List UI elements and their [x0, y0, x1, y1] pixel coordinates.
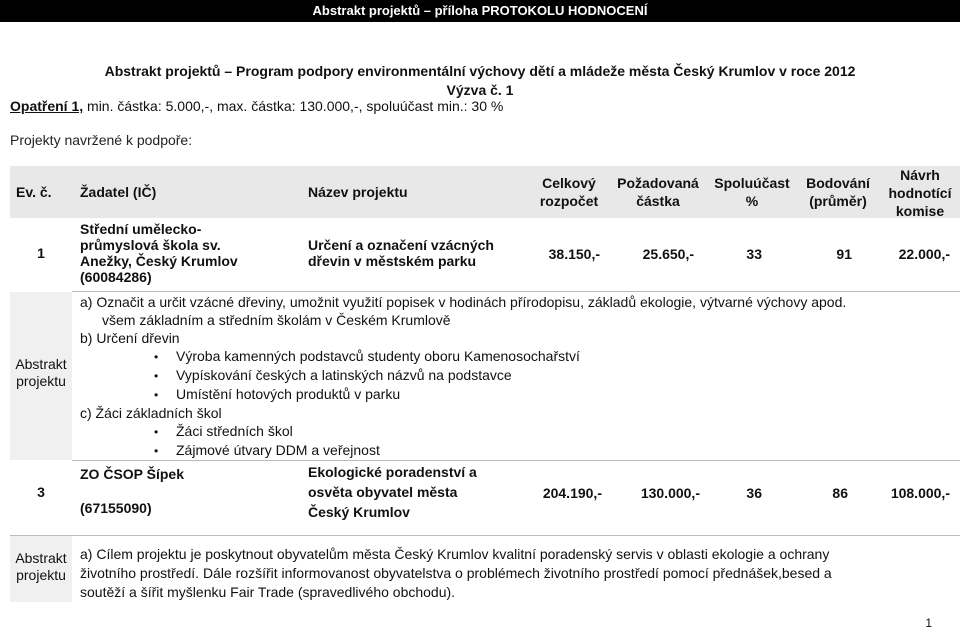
project-1-name-line1: Určení a označení vzácných — [308, 237, 494, 253]
project-3-applicant-line1: ZO ČSOP Šípek — [80, 466, 184, 482]
project-1-cofinancing: 33 — [746, 246, 762, 262]
header-requested — [612, 174, 704, 210]
document-banner: Abstrakt projektů – příloha PROTOKOLU HODNOCENÍ — [0, 0, 960, 22]
project-3-score: 86 — [832, 485, 848, 501]
header-budget-line2: rozpočet — [539, 193, 599, 209]
header-proposal-line2: hodnotící — [888, 185, 952, 201]
abstract-line: a) Cílem projektu je poskytnout obyvatelům města Český Krumlov kvalitní poradenský servis v oblasti ekologie a ochrany — [80, 546, 830, 562]
project-1-applicant-line1: Střední umělecko- — [80, 221, 202, 237]
project-3-abstract — [80, 545, 832, 602]
project-1-applicant — [80, 221, 238, 285]
header-cofinancing-line1: Spoluúčast — [714, 175, 790, 191]
header-proposal-line3: komise — [895, 203, 945, 219]
abstract-label-line2: projektu — [16, 567, 66, 583]
page-number: 1 — [925, 616, 932, 630]
header-project-name: Název projektu — [308, 184, 408, 200]
abstract-line: životního prostředí. Dále rozšířit informovanost obyvatelstva o problémech životního prostředí pomocí přednášek,besed a — [80, 565, 832, 581]
project-1-applicant-line4: (60084286) — [80, 269, 152, 285]
project-3-applicant — [80, 466, 184, 516]
document-title: Abstrakt projektů – Program podpory environmentální výchovy dětí a mládeže města Český Krumlov v roce 2012 — [104, 63, 856, 79]
header-score-line2: (průměr) — [809, 193, 867, 209]
abstract-b-item: • Výroba kamenných podstavců studenty oboru Kamenosochařství — [80, 347, 846, 366]
project-1-requested: 25.650,- — [642, 246, 694, 262]
project-3-name-line2: osvěta obyvatel města — [308, 484, 458, 500]
project-1-proposal: 22.000,- — [898, 246, 950, 262]
project-1-name-line2: dřevin v městském parku — [308, 253, 477, 269]
abstract-point-a-continuation: všem základním a středním školám v Českém Krumlově — [102, 312, 451, 328]
project-3-abstract-label — [10, 536, 72, 602]
opatreni-text: min. částka: 5.000,-, max. částka: 130.000,-, spoluúčast min.: 30 % — [87, 98, 504, 114]
header-cofinancing-line2: % — [745, 193, 759, 209]
abstract-b-item: • Vypískování českých a latinských názvů na podstavce — [80, 366, 846, 385]
header-requested-line2: částka — [636, 193, 680, 209]
header-ev: Ev. č. — [16, 184, 52, 200]
header-applicant: Žadatel (IČ) — [80, 184, 157, 200]
abstract-point-a: a) Označit a určit vzácné dřeviny, umožnit využití popisek v hodinách přírodopisu, základů ekologie, výtvarné výchovy apod. — [80, 294, 847, 310]
abstract-c-item: • Žáci středních škol — [80, 422, 846, 441]
row-divider — [72, 291, 960, 292]
header-score-line1: Bodování — [806, 175, 870, 191]
row-divider — [10, 535, 960, 536]
project-3-applicant-line2: (67155090) — [80, 500, 152, 516]
header-cofinancing — [708, 174, 796, 210]
project-1-abstract-label — [10, 292, 72, 460]
project-3-name-line3: Český Krumlov — [308, 504, 410, 520]
abstract-label-line1: Abstrakt — [15, 550, 67, 566]
document-subtitle: Výzva č. 1 — [446, 82, 514, 98]
project-3-budget: 204.190,- — [542, 485, 602, 501]
opatreni-line — [10, 98, 503, 114]
project-3-proposal: 108.000,- — [890, 485, 950, 501]
project-1-ev: 1 — [37, 245, 45, 261]
opatreni-label: Opatření 1, — [10, 98, 84, 114]
abstract-line: soutěží a šířit myšlenku Fair Trade (spravedlivého obchodu). — [80, 584, 456, 600]
abstract-b-item: • Umístění hotových produktů v parku — [80, 385, 846, 404]
project-1-name — [308, 237, 494, 269]
project-3-name — [308, 462, 477, 522]
project-1-applicant-line3: Anežky, Český Krumlov — [80, 253, 238, 269]
project-3-cofinancing: 36 — [746, 485, 762, 501]
header-requested-line1: Požadovaná — [617, 175, 699, 191]
abstract-point-b: b) Určení dřevin — [80, 330, 180, 346]
section-label: Projekty navržené k podpoře: — [10, 132, 193, 148]
row-divider — [72, 460, 960, 461]
project-1-score: 91 — [836, 246, 852, 262]
header-proposal — [880, 166, 960, 220]
project-1-applicant-line2: průmyslová škola sv. — [80, 237, 221, 253]
header-score — [796, 174, 880, 210]
abstract-label-line2: projektu — [16, 373, 66, 389]
header-proposal-line1: Návrh — [900, 167, 940, 183]
project-3-name-line1: Ekologické poradenství a — [308, 464, 477, 480]
project-1-abstract — [80, 293, 846, 460]
project-3-requested: 130.000,- — [640, 485, 700, 501]
project-1-budget: 38.150,- — [548, 246, 600, 262]
header-budget — [526, 174, 612, 210]
header-budget-line1: Celkový — [542, 175, 596, 191]
project-3-ev: 3 — [37, 484, 45, 500]
abstract-label-line1: Abstrakt — [15, 356, 67, 372]
abstract-point-c: c) Žáci základních škol — [80, 405, 222, 421]
abstract-c-item: • Zájmové útvary DDM a veřejnost — [80, 441, 846, 460]
